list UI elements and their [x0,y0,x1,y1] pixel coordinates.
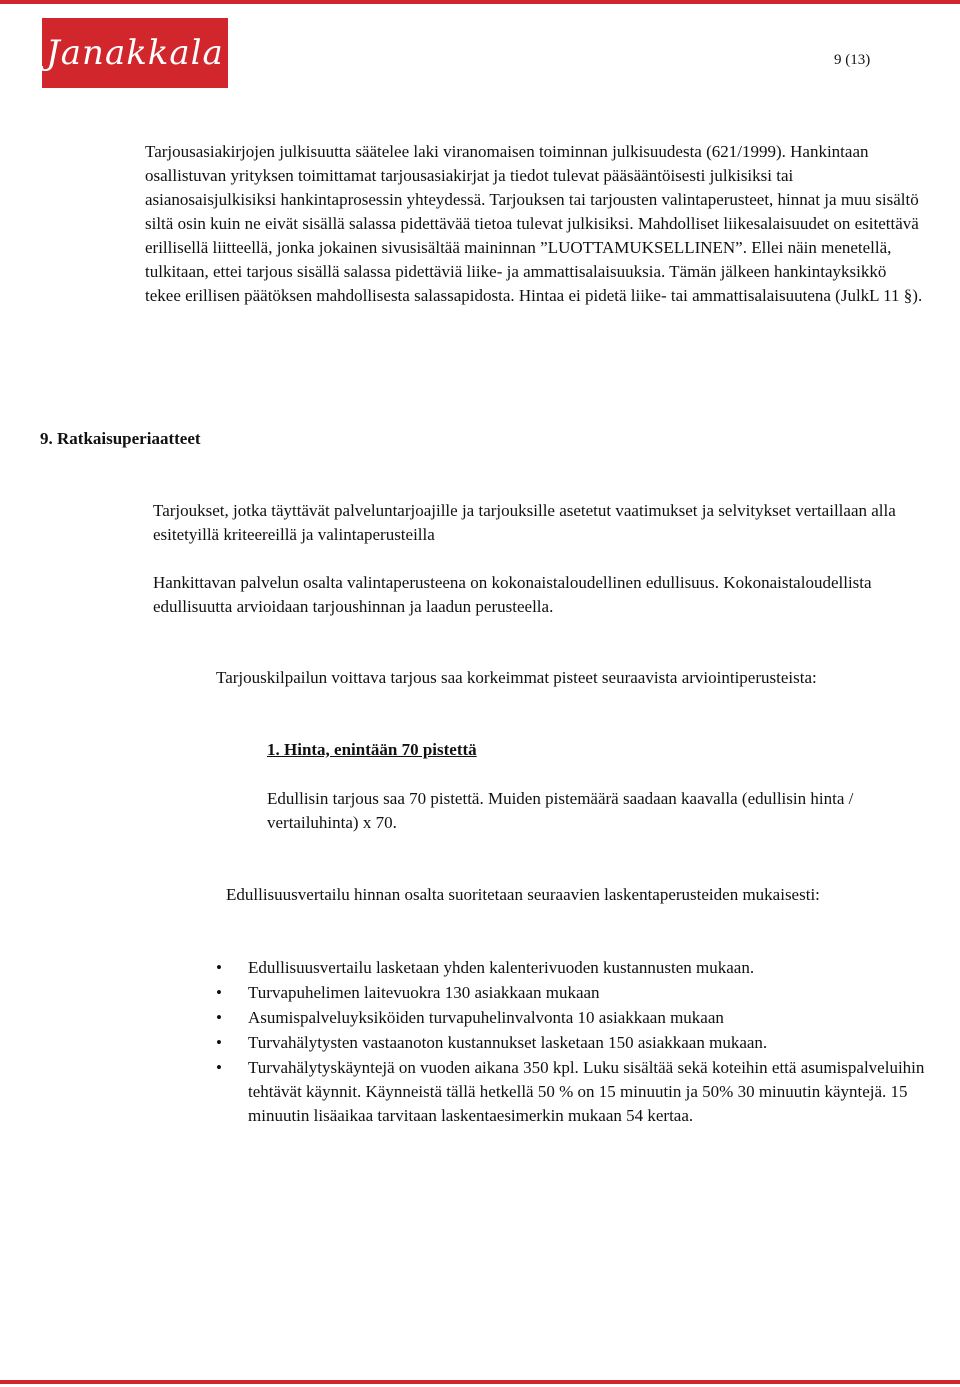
intro-paragraph: Tarjousasiakirjojen julkisuutta säätelee laki viranomaisen toiminnan julkisuudesta (621/1999). Hankintaan osallistuvan yrityksen toimittamat tarjousasiakirjat ja tiedot tulevat pääsääntöisesti julkisiksi tai asianosaisjulkisiksi hankintaprosessin yhteydessä. Tarjouksen tai tarjousten valintaperusteet, hinnat ja muu sisältö siltä osin kuin ne eivät sisällä salassa pidettävää tietoa tulevat julkisiksi. Mahdolliset liikesalaisuudet on esitettävä erillisellä liitteellä, jonka jokainen sivusisältää maininnan ”LUOTTAMUKSELLINEN”. Ellei näin menetellä, tulkitaan, ettei tarjous sisällä salassa pidettäviä liike- ja ammattisalaisuuksia. Tämän jälkeen hankintayksikkö tekee erillisen päätöksen mahdollisesta salassapidosta. Hintaa ei pidetä liike- tai ammattisalaisuutena (JulkL 11 §). [145,142,923,305]
list-item-text: Turvahälytyskäyntejä on vuoden aikana 350 kpl. Luku sisältää sekä koteihin että asumispalveluihin tehtävät käynnit. Käynneistä tällä hetkellä 50 % on 15 minuutin ja 50% 30 minuutin käyntejä. 15 minuutin lisäaikaa tarvitaan laskentaesimerkin mukaan 54 kertaa. [248,1058,925,1125]
bullet-icon: • [216,1033,222,1052]
list-item-text: Asumispalveluyksiköiden turvapuhelinvalvonta 10 asiakkaan mukaan [248,1008,724,1027]
janakkala-logo: Janakkala [42,18,228,88]
list-item-text: Turvahälytysten vastaanoton kustannukset lasketaan 150 asiakkaan mukaan. [248,1033,768,1052]
criterion-paragraph: Hankittavan palvelun osalta valintaperusteena on kokonaistaloudellinen edullisuus. Kokonaistaloudellista edullisuutta arvioidaan tarjoushinnan ja laadun perusteella. [153,573,872,616]
price-heading: 1. Hinta, enintään 70 pistettä [267,740,477,759]
list-item [216,1056,946,1128]
bullet-icon: • [216,1008,222,1027]
list-item-text: Turvapuhelimen laitevuokra 130 asiakkaan mukaan [248,983,600,1002]
section-heading: 9. Ratkaisuperiaatteet [40,429,201,448]
top-border [0,0,960,4]
bottom-border [0,1380,960,1384]
list-item [216,981,946,1005]
formula-paragraph: Edullisin tarjous saa 70 pistettä. Muiden pistemäärä saadaan kaavalla (edullisin hinta / vertailuhinta) x 70. [267,789,854,832]
calculation-basis-list [216,956,946,1129]
comparison-paragraph: Edullisuusvertailu hinnan osalta suoritetaan seuraavien laskentaperusteiden mukaisesti: [226,885,820,904]
list-item [216,1006,946,1030]
list-item [216,956,946,980]
bullet-icon: • [216,983,222,1002]
list-item [216,1031,946,1055]
bullet-icon: • [216,1058,222,1077]
page-number: 9 (13) [834,52,871,68]
winner-paragraph: Tarjouskilpailun voittava tarjous saa korkeimmat pisteet seuraavista arviointiperusteista: [216,668,817,687]
list-item-text: Edullisuusvertailu lasketaan yhden kalenterivuoden kustannusten mukaan. [248,958,755,977]
bullet-icon: • [216,958,222,977]
offers-paragraph: Tarjoukset, jotka täyttävät palveluntarjoajille ja tarjouksille asetetut vaatimukset ja selvitykset vertaillaan alla esitetyillä kriteereillä ja valintaperusteilla [153,501,896,544]
